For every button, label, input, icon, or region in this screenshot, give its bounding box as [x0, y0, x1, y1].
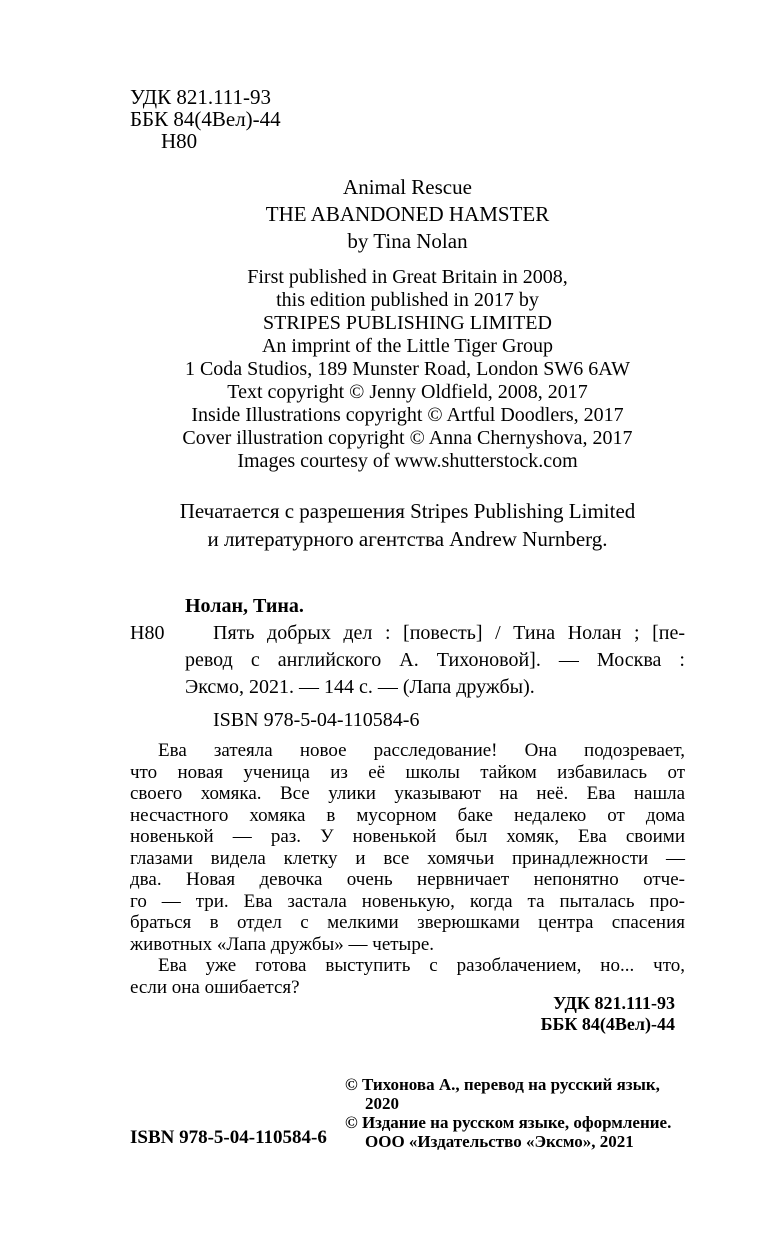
text-line: Text copyright © Jenny Oldfield, 2008, 2017: [227, 381, 588, 403]
text-line: несчастного хомяка в мусорном баке недалеко от дома: [130, 804, 685, 826]
text-line: An imprint of the Little Tiger Group: [261, 335, 554, 357]
text-line: Печатается с разрешения Stripes Publishing Limited: [179, 499, 636, 523]
text-line: го — три. Ева застала новенькую, когда та пыталась про-: [130, 890, 685, 912]
catalog-code: Н80: [130, 622, 165, 644]
text-line: Пять добрых дел : [повесть] / Тина Нолан ; [пе-: [213, 622, 685, 644]
text-line: First published in Great Britain in 2008,: [247, 266, 568, 288]
text-line: ББК 84(4Вел)-44: [130, 107, 281, 131]
text-line: что новая ученица из её школы тайком избавилась от: [130, 761, 685, 783]
imprint-copyright-block: [130, 266, 685, 473]
classification-codes-bottom: [130, 993, 685, 1035]
classification-codes-top: [130, 86, 685, 152]
text-line: Ева уже готова выступить с разоблачением, но... что,: [158, 955, 685, 976]
text-line: Эксмо, 2021. — 144 с. — (Лапа дружбы).: [185, 676, 535, 698]
text-line: ООО «Издательство «Эксмо», 2021: [365, 1132, 634, 1151]
annotation-paragraph-2: [130, 955, 685, 998]
text-line: Cover illustration copyright © Anna Chernyshova, 2017: [182, 427, 633, 449]
text-line: STRIPES PUBLISHING LIMITED: [263, 312, 552, 334]
text-line: this edition published in 2017 by: [276, 289, 539, 311]
text-line: Images courtesy of www.shutterstock.com: [237, 450, 578, 472]
permission-statement: [130, 497, 685, 553]
copyright-block: [345, 1075, 685, 1151]
text-line: by Tina Nolan: [347, 229, 468, 253]
text-line: животных «Лапа дружбы» — четыре.: [130, 933, 435, 955]
text-line: УДК 821.111-93: [130, 85, 272, 109]
footer-isbn: ISBN 978-5-04-110584-6: [130, 1127, 327, 1148]
text-line: ББК 84(4Вел)-44: [540, 1014, 675, 1034]
text-line: два. Новая девочка очень нервничает непонятно отче-: [130, 869, 685, 890]
original-title-block: [130, 174, 685, 255]
text-line: браться в отдел с мелкими зверюшками центра спасения: [130, 912, 685, 933]
text-line: и литературного агентства Andrew Nurnberg.: [207, 527, 608, 551]
text-line: новенькой — раз. У новенькой был хомяк, Ева своими: [130, 826, 685, 847]
text-line: Ева затеяла новое расследование! Она подозревает,: [158, 740, 685, 761]
text-line: 2020: [365, 1094, 399, 1113]
text-line: THE ABANDONED HAMSTER: [265, 202, 550, 226]
text-line: своего хомяка. Все улики указывают на неё. Ева нашла: [130, 783, 685, 804]
text-line: глазами видела клетку и все хомячьи принадлежности —: [130, 847, 685, 869]
annotation: [130, 740, 685, 998]
catalog-entry: [130, 593, 685, 701]
text-line: УДК 821.111-93: [553, 993, 675, 1013]
catalog-author: Нолан, Тина.: [185, 595, 304, 617]
text-line: ревод с английского А. Тихоновой]. — Москва :: [185, 649, 685, 671]
text-line: © Издание на русском языке, оформление.: [345, 1113, 672, 1132]
text-line: если она ошибается?: [130, 976, 300, 998]
text-line: 1 Coda Studios, 189 Munster Road, London SW6 6AW: [184, 358, 631, 380]
text-line: Animal Rescue: [343, 175, 472, 199]
text-line: Н80: [161, 129, 198, 153]
annotation-paragraph-1: [130, 740, 685, 955]
catalog-row: [130, 620, 685, 701]
isbn-line: ISBN 978-5-04-110584-6: [213, 709, 420, 731]
catalog-description: [185, 620, 685, 701]
footer: [130, 1075, 685, 1151]
page-content: [130, 0, 685, 1151]
text-line: © Тихонова А., перевод на русский язык,: [345, 1075, 660, 1094]
text-line: Inside Illustrations copyright © Artful Doodlers, 2017: [191, 404, 624, 426]
